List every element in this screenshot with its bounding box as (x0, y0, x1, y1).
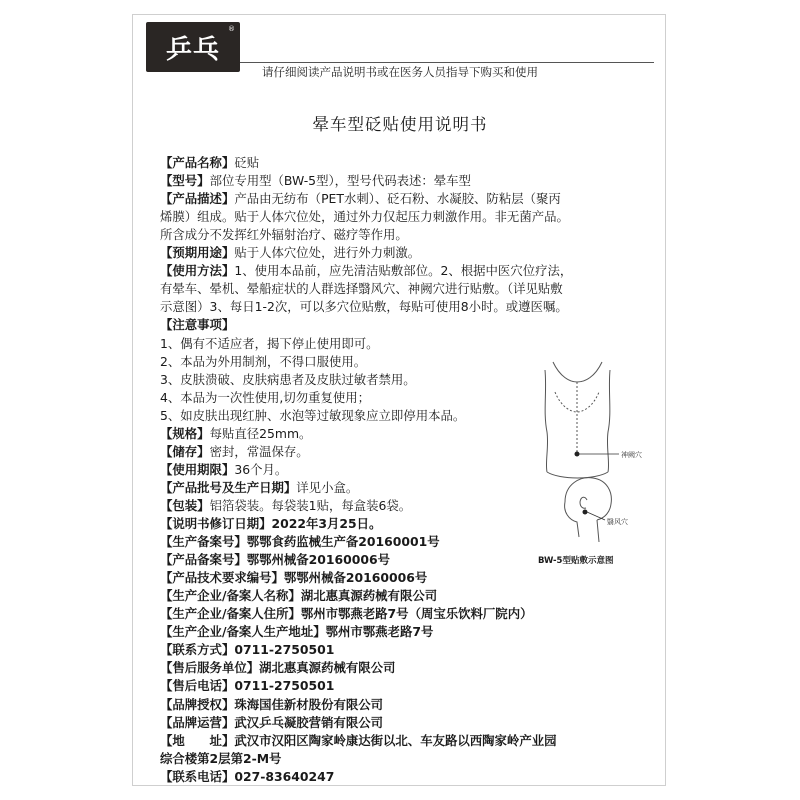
field-value: 鄂鄂州械备20160006号 (246, 552, 391, 568)
field-label: 【品牌授权】 (160, 696, 235, 712)
text-line (160, 227, 408, 243)
field-label: 【售后电话】 (160, 678, 235, 694)
field-label: 【品牌运营】 (160, 714, 235, 730)
field-label: 【产品批号及生产日期】 (160, 479, 297, 495)
text-line (160, 498, 411, 514)
field-label: 【说明书修订日期】 (160, 516, 272, 531)
field-value: 贴于人体穴位处，进行外力刺激。 (234, 245, 421, 261)
text-line (160, 191, 561, 207)
field-value: 2、本品为外用制剂，不得口服使用。 (160, 353, 367, 369)
text-line (160, 317, 234, 333)
text-line (160, 697, 383, 713)
diagram-caption: BW-5型贴敷示意图 (538, 556, 614, 566)
field-label: 【预期用途】 (160, 245, 235, 261)
ear-label: 翳风穴 (607, 518, 628, 526)
text-line (160, 715, 383, 731)
text-line (160, 552, 390, 568)
field-label: 【联系方式】 (160, 642, 235, 658)
text-line (160, 354, 366, 370)
brand-logo (146, 22, 240, 72)
field-value: 铝箔袋装。每袋装1贴，每盒装6袋。 (209, 497, 412, 513)
navel-label: 神阙穴 (621, 451, 642, 459)
field-value: 1、使用本品前，应先清洁贴敷部位。2、根据中医穴位疗法， (234, 263, 573, 279)
field-value: 鄂鄂食药监械生产备20160001号 (246, 534, 440, 550)
field-value: 砭贴 (234, 155, 260, 170)
text-line (160, 281, 563, 297)
text-line (160, 769, 334, 785)
field-value: 详见小盒。 (296, 479, 359, 495)
field-value: 4、本品为一次性使用,切勿重复使用； (160, 389, 371, 405)
text-line (160, 336, 379, 352)
field-value: 密封，常温保存。 (209, 443, 309, 459)
text-line (160, 534, 440, 550)
text-line (160, 245, 420, 261)
text-line (160, 751, 281, 767)
field-label: 【地 址】 (160, 732, 235, 748)
field-value: 湖北惠真源药械有限公司 (259, 660, 396, 676)
field-value: 1、偶有不适应者，揭下停止使用即可。 (160, 335, 379, 351)
torso-figure-icon (545, 362, 610, 478)
text-line (160, 209, 569, 225)
field-label: 【储存】 (160, 443, 210, 459)
field-label: 【生产企业/备案人名称】 (160, 588, 301, 604)
head-figure-icon (565, 478, 612, 542)
text-line (160, 606, 532, 622)
field-label: 【产品技术要求编号】 (160, 570, 284, 586)
text-line (160, 678, 334, 694)
field-value: 36个月。 (234, 461, 288, 477)
field-label: 【注意事项】 (160, 317, 235, 333)
text-line (160, 480, 358, 496)
field-label: 【使用方法】 (160, 263, 235, 279)
field-label: 【产品描述】 (160, 191, 235, 207)
text-line (160, 372, 416, 388)
text-line (160, 588, 437, 604)
text-line (160, 516, 381, 532)
field-value: 武汉乒乓凝胶营销有限公司 (234, 714, 384, 730)
registered-mark: ® (228, 25, 235, 33)
field-value: 珠海国佳新材股份有限公司 (234, 696, 384, 712)
text-line (160, 624, 433, 640)
field-value: 0711-2750501 (234, 642, 335, 658)
text-line (160, 299, 568, 315)
field-value: 鄂州市鄂燕老路7号 (325, 624, 434, 640)
brand-logo-text: 乒乓 (165, 34, 220, 65)
text-line (160, 642, 334, 658)
field-value: 湖北惠真源药械有限公司 (300, 588, 438, 604)
field-value: 产品由无纺布（PET水刺）、砭石粉、水凝胶、防粘层（聚丙 (234, 191, 561, 207)
text-line (160, 173, 471, 189)
text-line (160, 263, 572, 279)
field-value: 有晕车、晕机、晕船症状的人群选择翳风穴、神阙穴进行贴敷。（详见贴敷 (160, 281, 563, 297)
text-line (160, 390, 370, 406)
field-label: 【售后服务单位】 (160, 660, 260, 676)
field-value: 2022年3月25日。 (271, 516, 382, 531)
field-value: 综合楼第2层第2-M号 (160, 750, 282, 766)
field-value: 烯膜）组成。贴于人体穴位处，通过外力仅起压力刺激作用。非无菌产品。 (160, 209, 569, 225)
field-value: 每贴直径25mm。 (209, 425, 312, 441)
field-value: 鄂鄂州械备20160006号 (283, 570, 428, 586)
text-line (160, 462, 287, 478)
field-label: 【联系电话】 (160, 768, 235, 784)
field-value: 5、如皮肤出现红肿、水泡等过敏现象应立即停用本品。 (160, 407, 466, 423)
field-label: 【型号】 (160, 173, 210, 189)
field-label: 【生产企业/备案人住所】 (160, 606, 301, 622)
field-label: 【规格】 (160, 425, 210, 441)
document-title: 晕车型砭贴使用说明书 (312, 115, 488, 134)
header-divider (240, 62, 654, 63)
field-label: 【产品名称】 (160, 155, 235, 170)
text-line (160, 155, 259, 171)
text-line (160, 426, 311, 442)
field-value: 部位专用型（BW-5型），型号代码表述：晕车型 (209, 173, 471, 189)
field-value: 所含成分不发挥红外辐射治疗、磁疗等作用。 (160, 227, 408, 243)
field-label: 【产品备案号】 (160, 552, 247, 568)
field-value: 鄂州市鄂燕老路7号（周宝乐饮料厂院内） (300, 606, 533, 622)
field-value: 3、皮肤溃破、皮肤病患者及皮肤过敏者禁用。 (160, 371, 416, 387)
field-label: 【包装】 (160, 497, 210, 513)
text-line (160, 660, 395, 676)
field-label: 【生产企业/备案人生产地址】 (160, 624, 326, 640)
text-line (160, 444, 309, 460)
field-value: 027-83640247 (234, 768, 335, 784)
field-value: 武汉市汉阳区陶家岭康达街以北、车友路以西陶家岭产业园 (234, 732, 557, 748)
text-line (160, 408, 465, 424)
application-diagram (525, 352, 670, 572)
field-value: 0711-2750501 (234, 678, 335, 694)
field-label: 【生产备案号】 (160, 534, 247, 550)
text-line (160, 570, 427, 586)
field-label: 【使用期限】 (160, 461, 235, 477)
header-notice: 请仔细阅读产品说明书或在医务人员指导下购买和使用 (262, 65, 538, 79)
ear-point-icon (583, 510, 588, 515)
navel-point-icon (575, 452, 580, 457)
field-value: 示意图）3、每日1-2次，可以多穴位贴敷，每贴可使用8小时。或遵医嘱。 (160, 299, 568, 315)
text-line (160, 733, 557, 749)
